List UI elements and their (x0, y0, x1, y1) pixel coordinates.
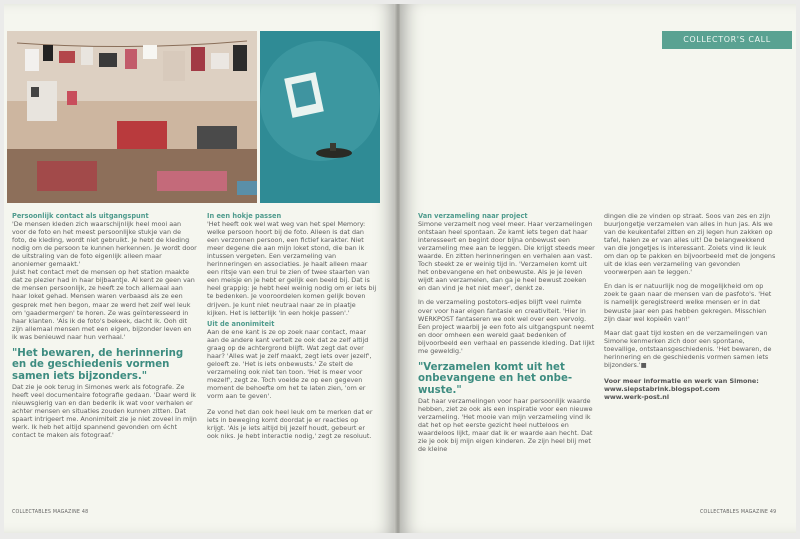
section-heading: In een hokje passen (207, 212, 282, 220)
body-text: Simone verzamelt nog veel meer. Haar verzamelingen ontstaan heel spontaan. Ze kamt iets tegen dat haar interesseert en begint door bijna onbewust een verzameling mee aan te leggen. Die krijgt steeds meer waarde. En zitten herinneringen en verhalen aan vast. Toch steekt ze er weinig tijd in. 'Verzamelen komt uit het onbevangene en het onbewuste. Als je je leven wijdt aan verzamelen, dan ga je heel bewust zoeken en dan vind je het niet meer', denkt ze. (418, 220, 595, 293)
water-illustration (260, 31, 380, 203)
body-text: Ze vond het dan ook heel leuk om te merken dat er iets in beweging komt doordat je er reacties op krijgt. 'Als je iets altijd bij jezelf houdt, gebeurt er ook niks. Je hebt interactie nodig,' zegt ze resoluut. (207, 408, 373, 441)
photo-floating-frame (260, 31, 380, 203)
body-text: Juist het contact met de mensen op het station maakte dat ze plezier had in haar bijbaantje. Al kent ze geen van de mensen persoonlijk, ze heeft ze toch allemaal aan haar loket gehad. Mensen waren verbaasd als ze een gesprek met hen begon, maar ze werd het zelf wel leuk om 'gaadermergen' te horen. Ze was geïnteresseerd in haar klanten. 'Als ik de foto's bekeek, dacht ik. Ooh dit zijn allemaal mensen met een eigen, bijzonder leven en ik was benieuwd naar hun verhaal.' (12, 268, 195, 341)
body-text: In de verzameling postotors-edjes blijft veel ruimte over voor haar eigen fantasie en creativiteit. 'Hier in WERKPOST fantaseren we ook wel over een vervolg. Een project waarbij je een foto als uitgangspunt neemt en door omheen een wereld gaat bedenken of bijvoorbeeld een verhaal en passende kleding. Dat lijkt me geweldig.' (418, 298, 595, 355)
body-text: 'De mensen kleden zich waarschijnlijk heel mooi aan voor de foto en het meest persoonlijke stukje van de foto, de kleding, wordt niet gebruikt. Je hebt de kleding nodig om de persoon te kunnen herkennen. Je wordt door de uitstraling van de foto eigenlijk alleen maar anoniemer gemaakt.' (12, 220, 197, 269)
body-text: Maar dat gaat tijd kosten en de verzamelingen van Simone kenmerken zich door een spontane, toevallige, ontstaansgeschiedenis. 'Het bewaren, de herinnering en de geschiedenis vormen samen iets bijzonders.'■ (604, 328, 772, 369)
body-text: En dan is er natuurlijk nog de mogelijkheid om op zoek te gaan naar de mensen van de pasfoto's. 'Het is namelijk geregistreerd welke mensen er in dat bewuste jaar een pas hebben gekregen. Misschien zijn daar wel kopieën van!' (604, 282, 772, 323)
left-column-1 (12, 212, 197, 439)
magazine-spread (4, 4, 796, 533)
right-column-1 (418, 212, 596, 453)
section-heading: Van verzameling naar project (418, 212, 528, 220)
section-heading: Uit de anonimiteit (207, 319, 275, 328)
right-page (400, 4, 796, 533)
section-banner: COLLECTOR'S CALL (662, 31, 792, 49)
page-footer: COLLECTABLES MAGAZINE 49 (700, 510, 777, 515)
website-link[interactable]: www.werk-post.nl (604, 392, 670, 401)
page-footer: COLLECTABLES MAGAZINE 48 (12, 510, 89, 515)
pull-quote: "Het bewaren, de herinnering en de geschiedenis vormen samen iets bijzonders." (12, 347, 184, 382)
body-text: 'Het heeft ook wel wat weg van het spel Memory: welke persoon hoort bij de foto. Alleen is dat dan een verzonnen persoon, een fictief karakter. Niet meer degene die aan mijn loket stond, die ban ik intussen vergeten. Een verzameling van herinneringen en associaties. Je haalt alleen maar een ritsje van een trui te zien of twee staarten van een meisje en je hebt er gelijk een beeld bij. Dat is heel grappig: je hebt heel weinig nodig om er iets bij te bedenken. Je vooroordelen komen gelijk boven drijven. Je kunt niet neutraal naar ze in plaatje kijken. Het is letterlijk 'in een hokje passen'.' (207, 220, 377, 317)
body-text: Aan de ene kant is ze op zoek naar contact, maar aan de andere kant vertelt ze ook dat ze zelf altijd graag op de achtergrond blijft. Wat zegt dat over haar? 'Alles wat je zelf maakt, zegt iets over jezelf', geloeft ze. 'Het is iets onbewusts.' Ze stelt de verzameling ook niet ten toon. 'Het is meer voor mezelf', zegt ze. Toch voelde ze op een gegeven moment de behoefte om het te laten zien, 'om er vorm aan te geven'. (207, 327, 372, 401)
section-heading: Persoonlijk contact als uitgangspunt (12, 212, 149, 220)
photo-room-collage (7, 31, 257, 203)
body-text: dingen die ze vinden op straat. Soos van zes en zijn buurjongetje verzamelen van alles in hun jas. Als we van de keukentafel zitten en zij legen hun zakken op tafel, halen ze er van alles uit! De belangwekkend van die jongetjes is interessant. Zoiets vind ik leuk om dan op te pakken en bijvoorbeeld met de jongens uit de klas een verzameling van gevonden voorwerpen aan te leggen.' (604, 212, 776, 277)
pull-quote: "Verzamelen komt uit het onbevangene en het onbe-wuste." (418, 361, 573, 396)
info-label: Voor meer informatie en werk van Simone: (604, 376, 759, 385)
left-page (4, 4, 396, 533)
body-text: Dat zie je ook terug in Simones werk als fotografe. Ze heeft veel documentaire fotografie gedaan. 'Daar werd ik nieuwsgierig van en dan bederik ik wat voor verhalen er achter mensen en situaties zouden kunnen zitten. Dat spaart intrigeert me. Anonimiteit zie je niet zoveel in mijn werk. Ik heb het altijd spannend gevonden om écht contact te maken als fotograaf.' (12, 382, 197, 439)
right-column-2 (604, 212, 776, 401)
blog-link[interactable]: www.siepstabrink.blogspot.com (604, 384, 720, 393)
room-illustration (7, 31, 257, 203)
left-column-2 (207, 212, 377, 440)
body-text: Dat haar verzamelingen voor haar persoonlijk waarde hebben, ziet ze ook als een inspiratie voor een nieuwe verzameling. 'Het mooie van mijn verzameling vind ik dat het op het eerste gezicht heel nutteloos en waardeloos lijkt, maar dat ik er waarde aan hecht. Dat zie je ook bij mijn eigen kinderen. Ze zijn heel blij met de kleine (418, 396, 593, 453)
